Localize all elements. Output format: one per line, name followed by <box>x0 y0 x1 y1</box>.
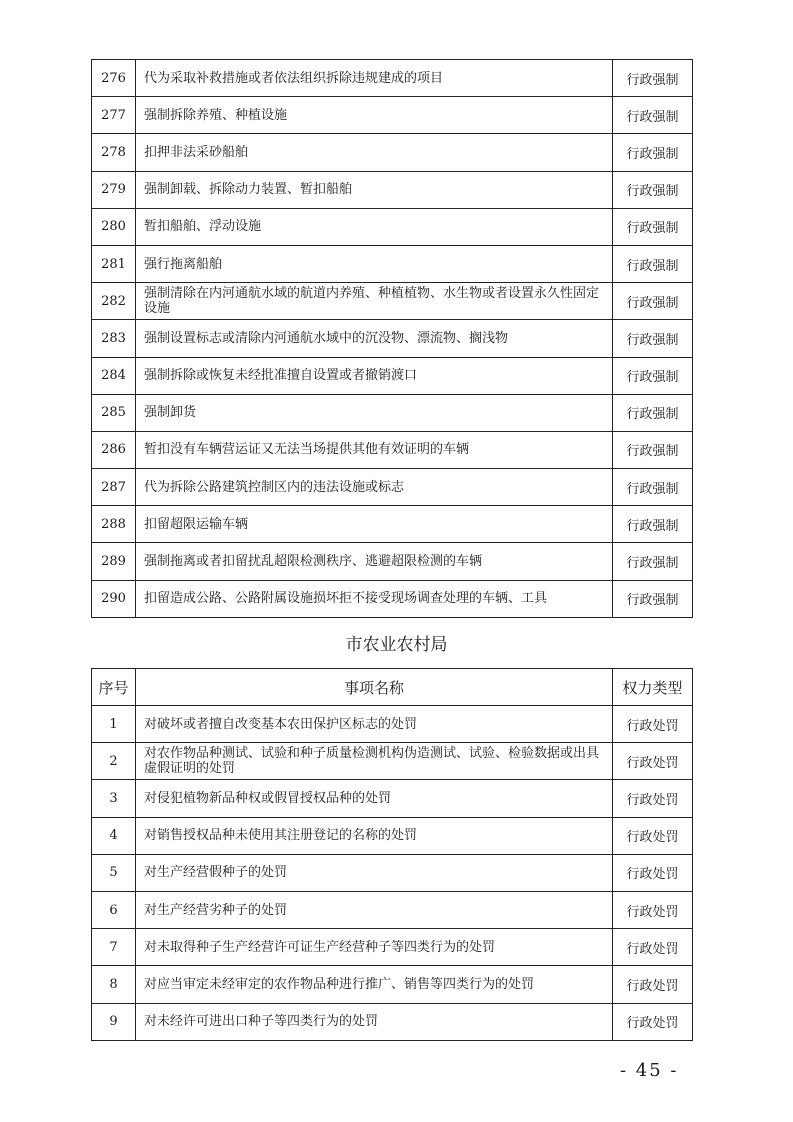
row-number: 1 <box>92 706 136 743</box>
row-number: 278 <box>92 134 136 171</box>
row-number: 281 <box>92 245 136 282</box>
row-name: 对侵犯植物新品种权或假冒授权品种的处罚 <box>136 780 613 817</box>
row-type: 行政处罚 <box>613 966 693 1003</box>
row-number: 5 <box>92 854 136 891</box>
row-name: 对生产经营假种子的处罚 <box>136 854 613 891</box>
row-name: 对破坏或者擅自改变基本农田保护区标志的处罚 <box>136 706 613 743</box>
row-type: 行政强制 <box>613 320 693 357</box>
row-type: 行政处罚 <box>613 817 693 854</box>
row-name: 扣押非法采砂船舶 <box>136 134 613 171</box>
row-name: 暂扣船舶、浮动设施 <box>136 208 613 245</box>
row-type: 行政强制 <box>613 60 693 97</box>
row-name: 扣留造成公路、公路附属设施损坏拒不接受现场调查处理的车辆、工具 <box>136 580 613 617</box>
table-row <box>92 394 693 431</box>
row-type: 行政强制 <box>613 97 693 134</box>
row-type: 行政强制 <box>613 134 693 171</box>
table-row <box>92 580 693 617</box>
header-no: 序号 <box>92 669 136 706</box>
row-type: 行政强制 <box>613 357 693 394</box>
table-header-row <box>92 669 693 706</box>
row-type: 行政处罚 <box>613 743 693 780</box>
row-number: 2 <box>92 743 136 780</box>
agriculture-table <box>91 668 693 1041</box>
row-name: 强制设置标志或清除内河通航水域中的沉没物、漂流物、搁浅物 <box>136 320 613 357</box>
row-number: 279 <box>92 171 136 208</box>
row-name: 对应当审定未经审定的农作物品种进行推广、销售等四类行为的处罚 <box>136 966 613 1003</box>
table-row <box>92 469 693 506</box>
row-number: 288 <box>92 506 136 543</box>
table-row <box>92 543 693 580</box>
table-row <box>92 320 693 357</box>
enforcement-table <box>91 59 693 618</box>
header-type: 权力类型 <box>613 669 693 706</box>
row-name: 对生产经营劣种子的处罚 <box>136 891 613 928</box>
row-number: 283 <box>92 320 136 357</box>
row-number: 3 <box>92 780 136 817</box>
row-number: 282 <box>92 283 136 320</box>
row-type: 行政强制 <box>613 245 693 282</box>
agriculture-table-body <box>92 706 693 1041</box>
table-row <box>92 966 693 1003</box>
row-type: 行政强制 <box>613 506 693 543</box>
row-type: 行政处罚 <box>613 929 693 966</box>
table-row <box>92 929 693 966</box>
row-type: 行政强制 <box>613 283 693 320</box>
row-number: 9 <box>92 1003 136 1040</box>
row-number: 290 <box>92 580 136 617</box>
row-number: 284 <box>92 357 136 394</box>
enforcement-table-body <box>92 60 693 618</box>
row-name: 对农作物品种测试、试验和种子质量检测机构伪造测试、试验、检验数据或出具虚假证明的处罚 <box>136 743 613 780</box>
table-row <box>92 245 693 282</box>
row-number: 276 <box>92 60 136 97</box>
table-row <box>92 1003 693 1040</box>
row-name: 强制卸货 <box>136 394 613 431</box>
table-row <box>92 134 693 171</box>
row-type: 行政处罚 <box>613 780 693 817</box>
row-number: 6 <box>92 891 136 928</box>
section-title: 市农业农村局 <box>345 635 448 655</box>
page-number: - 45 - <box>620 1060 679 1081</box>
row-type: 行政强制 <box>613 394 693 431</box>
row-number: 289 <box>92 543 136 580</box>
row-number: 277 <box>92 97 136 134</box>
row-number: 7 <box>92 929 136 966</box>
row-name: 强制拆除或恢复未经批准擅自设置或者撤销渡口 <box>136 357 613 394</box>
row-name: 对未经许可进出口种子等四类行为的处罚 <box>136 1003 613 1040</box>
table-row <box>92 743 693 780</box>
row-number: 280 <box>92 208 136 245</box>
table-row <box>92 817 693 854</box>
table-row <box>92 854 693 891</box>
row-type: 行政处罚 <box>613 891 693 928</box>
table-row <box>92 60 693 97</box>
table-row <box>92 283 693 320</box>
row-number: 286 <box>92 431 136 468</box>
row-type: 行政强制 <box>613 171 693 208</box>
row-number: 4 <box>92 817 136 854</box>
row-type: 行政强制 <box>613 469 693 506</box>
row-name: 强制卸载、拆除动力装置、暂扣船舶 <box>136 171 613 208</box>
row-type: 行政强制 <box>613 580 693 617</box>
row-number: 285 <box>92 394 136 431</box>
row-name: 强制拖离或者扣留扰乱超限检测秩序、逃避超限检测的车辆 <box>136 543 613 580</box>
table-row <box>92 780 693 817</box>
table-row <box>92 208 693 245</box>
row-type: 行政强制 <box>613 431 693 468</box>
row-name: 代为拆除公路建筑控制区内的违法设施或标志 <box>136 469 613 506</box>
row-name: 强行拖离船舶 <box>136 245 613 282</box>
row-type: 行政强制 <box>613 208 693 245</box>
row-number: 8 <box>92 966 136 1003</box>
row-name: 暂扣没有车辆营运证又无法当场提供其他有效证明的车辆 <box>136 431 613 468</box>
header-name: 事项名称 <box>136 669 613 706</box>
row-name: 对未取得种子生产经营许可证生产经营种子等四类行为的处罚 <box>136 929 613 966</box>
row-name: 强制清除在内河通航水域的航道内养殖、种植植物、水生物或者设置永久性固定设施 <box>136 283 613 320</box>
table-row <box>92 506 693 543</box>
row-name: 对销售授权品种未使用其注册登记的名称的处罚 <box>136 817 613 854</box>
table-row <box>92 431 693 468</box>
row-type: 行政处罚 <box>613 1003 693 1040</box>
row-name: 扣留超限运输车辆 <box>136 506 613 543</box>
row-type: 行政强制 <box>613 543 693 580</box>
row-name: 代为采取补救措施或者依法组织拆除违规建成的项目 <box>136 60 613 97</box>
table-row <box>92 171 693 208</box>
row-name: 强制拆除养殖、种植设施 <box>136 97 613 134</box>
table-row <box>92 357 693 394</box>
row-number: 287 <box>92 469 136 506</box>
table-row <box>92 97 693 134</box>
table-row <box>92 891 693 928</box>
row-type: 行政处罚 <box>613 706 693 743</box>
table-row <box>92 706 693 743</box>
row-type: 行政处罚 <box>613 854 693 891</box>
